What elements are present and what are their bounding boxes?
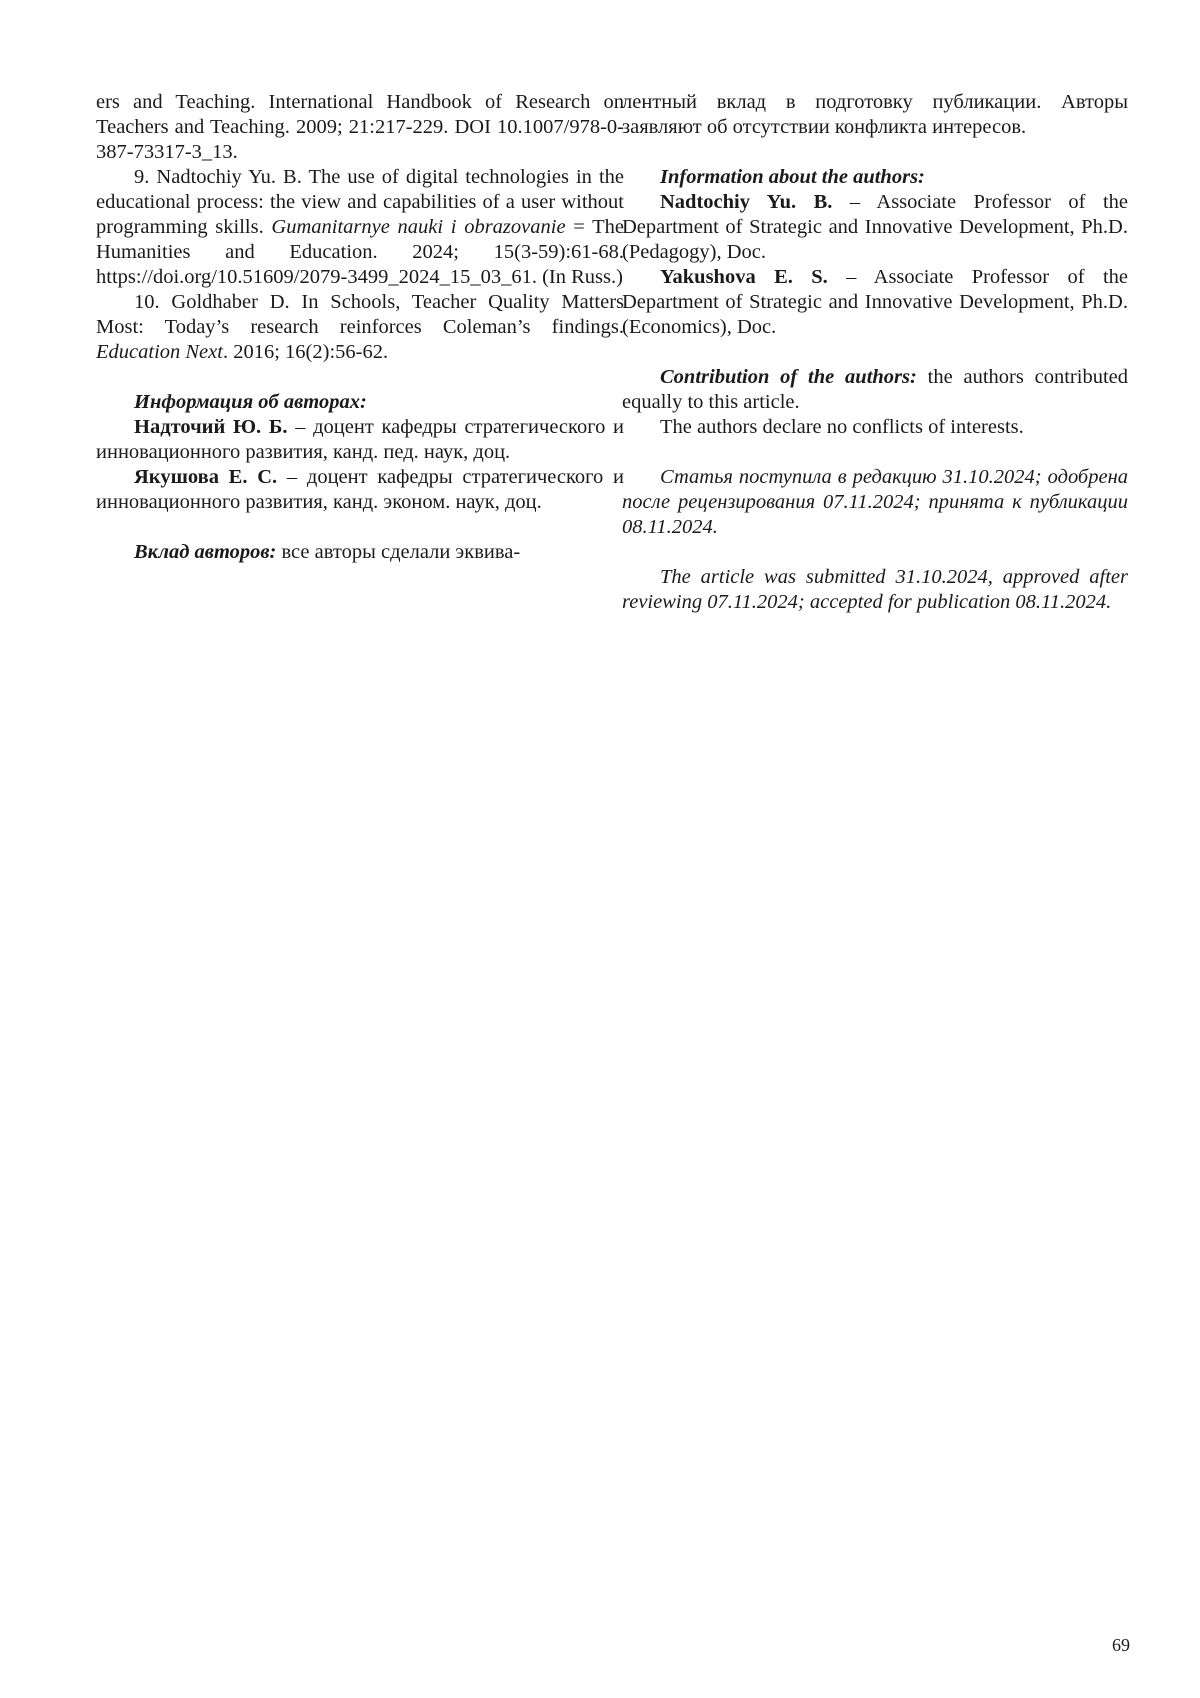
contribution-ru-continuation: лентный вклад в подготовку публикации. Авторы заявляют об отсутствии конфликта интересов. xyxy=(622,91,1128,138)
contribution-text-ru: все авторы сделали эквива- xyxy=(276,541,521,563)
author-1-desc-ru: – доцент кафедры стратегического и инновационного развития, канд. пед. наук, доц. xyxy=(96,416,624,463)
contribution-label-en: Contribution of the authors: xyxy=(660,366,917,388)
reference-10-journal: Education Next xyxy=(96,341,223,363)
author-1-en xyxy=(622,190,1128,265)
authors-info-heading-en: Information about the authors: xyxy=(660,166,925,188)
reference-10 xyxy=(96,290,624,365)
reference-9 xyxy=(96,165,624,290)
contribution-text-en: the authors contributed equally to this article. xyxy=(622,366,1128,413)
author-2-en xyxy=(622,265,1128,340)
author-2-name-en: Yakushova E. S. xyxy=(660,266,828,288)
contribution-label-ru: Вклад авторов: xyxy=(134,541,277,563)
spacer xyxy=(622,440,1128,465)
author-1-name-en: Nadtochiy Yu. B. xyxy=(660,191,833,213)
contribution-ru xyxy=(96,540,624,565)
spacer xyxy=(96,365,624,390)
right-column xyxy=(622,90,1128,615)
author-1-desc-en: – Associate Professor of the Department of Strategic and Innovative Development, Ph.D. (Pedagogy), Doc. xyxy=(622,191,1129,263)
author-1-ru xyxy=(96,415,624,465)
author-1-name-ru: Надточий Ю. Б. xyxy=(134,416,288,438)
reference-9-text: 9. Nadtochiy Yu. B. The use of digital technologies in the educational process: the view and capabilities of a user without programming skills. xyxy=(96,166,624,238)
spacer xyxy=(622,540,1128,565)
author-2-desc-ru: – доцент кафедры стратегического и инновационного развития, канд. эконом. наук, доц. xyxy=(96,466,624,513)
contribution-en xyxy=(622,365,1128,415)
reference-9-journal: Gumanitarnye nauki i obrazovanie xyxy=(271,216,566,238)
author-2-ru xyxy=(96,465,624,515)
page-number: 69 xyxy=(1112,1635,1130,1655)
reference-10-text: 10. Goldhaber D. In Schools, Teacher Quality Matters Most: Today’s research reinforces Coleman’s findings. xyxy=(96,291,624,338)
authors-info-heading-ru: Информация об авторах: xyxy=(134,391,367,413)
spacer xyxy=(622,140,1128,165)
reference-10-details: . 2016; 16(2):56-62. xyxy=(222,341,389,363)
reference-9-details: = The Humanities and Education. 2024; 15(3-59):61-68. https://doi.org/10.51609/2079-3499_2024_15_03_61. (In Russ.) xyxy=(96,216,625,288)
reference-8-continuation: ers and Teaching. International Handbook of Research on Teachers and Teaching. 2009; 21:217-229. DOI 10.1007/978-0-387-73317-3_13. xyxy=(96,91,624,163)
spacer xyxy=(622,340,1128,365)
article-dates-en: The article was submitted 31.10.2024, approved after reviewing 07.11.2024; accepted for publication 08.11.2024. xyxy=(622,566,1128,613)
author-2-desc-en: – Associate Professor of the Department of Strategic and Innovative Development, Ph.D. (Economics), Doc. xyxy=(622,266,1128,338)
conflicts-statement: The authors declare no conflicts of interests. xyxy=(660,416,1024,438)
left-column xyxy=(96,90,624,565)
article-dates-ru: Статья поступила в редакцию 31.10.2024; одобрена после рецензирования 07.11.2024; принята к публикации 08.11.2024. xyxy=(622,466,1128,538)
author-2-name-ru: Якушова Е. С. xyxy=(134,466,278,488)
spacer xyxy=(96,515,624,540)
